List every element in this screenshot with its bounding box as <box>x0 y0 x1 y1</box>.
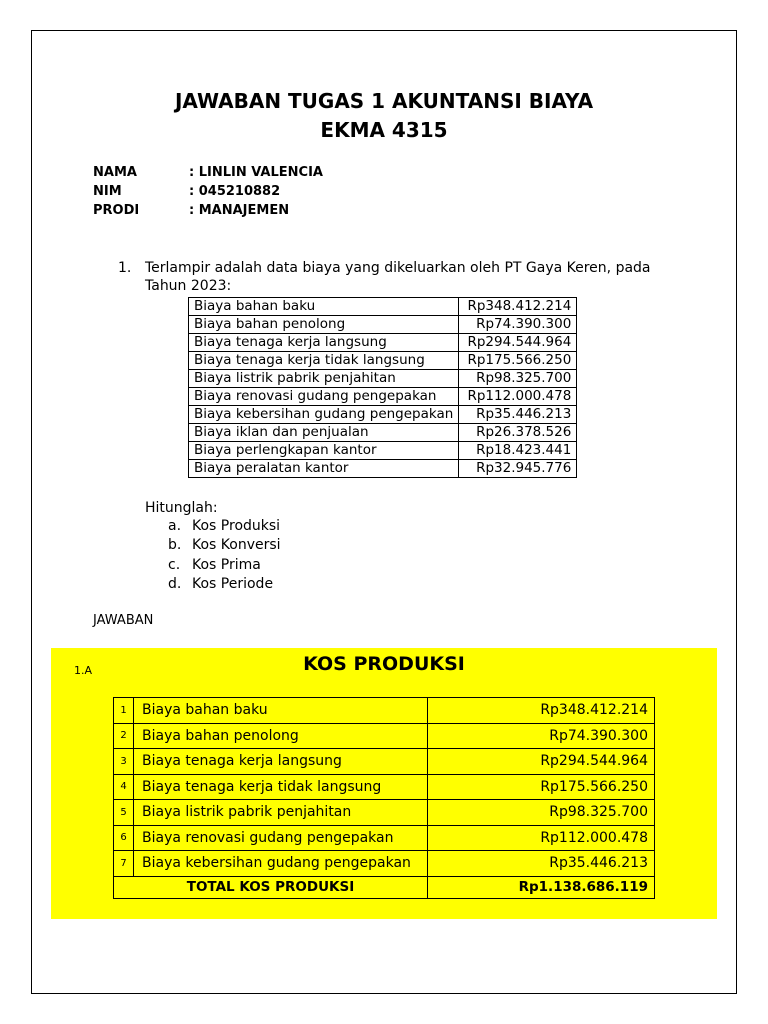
table-row <box>189 406 577 424</box>
nim-row <box>93 182 323 201</box>
cost-name: Biaya perlengkapan kantor <box>189 442 459 460</box>
list-item <box>168 556 281 575</box>
cost-amount: Rp98.325.700 <box>459 370 577 388</box>
row-number: 4 <box>114 774 134 800</box>
row-name: Biaya bahan penolong <box>134 723 428 749</box>
cost-amount: Rp35.446.213 <box>459 406 577 424</box>
kos-produksi-table <box>113 697 655 899</box>
nama-value: : LINLIN VALENCIA <box>189 165 323 180</box>
row-number: 6 <box>114 825 134 851</box>
cost-name: Biaya listrik pabrik penjahitan <box>189 370 459 388</box>
row-amount: Rp98.325.700 <box>428 800 655 826</box>
list-marker: d. <box>168 575 182 592</box>
list-marker: a. <box>168 518 182 534</box>
row-amount: Rp112.000.478 <box>428 825 655 851</box>
row-number: 5 <box>114 800 134 826</box>
table-row <box>114 723 655 749</box>
section-title: KOS PRODUKSI <box>303 653 465 675</box>
row-number: 7 <box>114 851 134 877</box>
total-amount: Rp1.138.686.119 <box>428 876 655 898</box>
cost-amount: Rp175.566.250 <box>459 352 577 370</box>
cost-name: Biaya iklan dan penjualan <box>189 424 459 442</box>
row-name: Biaya kebersihan gudang pengepakan <box>134 851 428 877</box>
row-amount: Rp348.412.214 <box>428 698 655 724</box>
row-name: Biaya tenaga kerja tidak langsung <box>134 774 428 800</box>
cost-amount: Rp18.423.441 <box>459 442 577 460</box>
prodi-value: : MANAJEMEN <box>189 203 290 218</box>
table-row <box>189 460 577 478</box>
list-text: Kos Periode <box>192 575 274 592</box>
row-number: 3 <box>114 749 134 775</box>
table-row <box>189 388 577 406</box>
list-text: Kos Prima <box>192 556 261 573</box>
list-text: Kos Konversi <box>192 537 281 554</box>
list-marker: c. <box>168 556 181 573</box>
table-row <box>189 442 577 460</box>
list-item <box>168 536 281 555</box>
total-label: TOTAL KOS PRODUKSI <box>114 876 428 898</box>
cost-amount: Rp112.000.478 <box>459 388 577 406</box>
list-marker: b. <box>168 537 182 554</box>
nim-label: NIM <box>93 184 122 199</box>
question-text: Terlampir adalah data biaya yang dikeluarkan oleh PT Gaya Keren, pada Tahun 2023: <box>145 260 651 294</box>
cost-name: Biaya tenaga kerja langsung <box>189 334 459 352</box>
table-row <box>189 370 577 388</box>
cost-amount: Rp74.390.300 <box>459 316 577 334</box>
row-amount: Rp175.566.250 <box>428 774 655 800</box>
row-amount: Rp294.544.964 <box>428 749 655 775</box>
list-item <box>168 575 281 594</box>
cost-amount: Rp294.544.964 <box>459 334 577 352</box>
nim-value: : 045210882 <box>189 184 281 199</box>
prodi-label: PRODI <box>93 203 140 218</box>
table-row <box>189 334 577 352</box>
table-row <box>189 316 577 334</box>
cost-amount: Rp348.412.214 <box>459 298 577 316</box>
row-amount: Rp74.390.300 <box>428 723 655 749</box>
cost-name: Biaya bahan penolong <box>189 316 459 334</box>
row-name: Biaya bahan baku <box>134 698 428 724</box>
cost-data-table <box>188 297 577 478</box>
cost-name: Biaya bahan baku <box>189 298 459 316</box>
nama-label: NAMA <box>93 165 137 180</box>
table-row <box>114 749 655 775</box>
row-name: Biaya renovasi gudang pengepakan <box>134 825 428 851</box>
task-list <box>168 517 281 594</box>
row-name: Biaya listrik pabrik penjahitan <box>134 800 428 826</box>
prodi-row <box>93 201 323 220</box>
row-name: Biaya tenaga kerja langsung <box>134 749 428 775</box>
table-row <box>189 352 577 370</box>
cost-amount: Rp32.945.776 <box>459 460 577 478</box>
total-row <box>114 876 655 898</box>
table-row <box>114 774 655 800</box>
question-number: 1. <box>118 260 132 276</box>
table-row <box>189 298 577 316</box>
row-number: 2 <box>114 723 134 749</box>
row-number: 1 <box>114 698 134 724</box>
hitunglah-label: Hitunglah: <box>145 500 218 516</box>
cost-amount: Rp26.378.526 <box>459 424 577 442</box>
jawaban-label: JAWABAN <box>93 613 154 628</box>
nama-row <box>93 163 323 182</box>
cost-name: Biaya tenaga kerja tidak langsung <box>189 352 459 370</box>
row-amount: Rp35.446.213 <box>428 851 655 877</box>
cost-name: Biaya renovasi gudang pengepakan <box>189 388 459 406</box>
table-row <box>114 800 655 826</box>
table-row <box>114 825 655 851</box>
cost-name: Biaya kebersihan gudang pengepakan <box>189 406 459 424</box>
table-row <box>189 424 577 442</box>
section-label: 1.A <box>74 664 93 677</box>
list-text: Kos Produksi <box>192 518 281 534</box>
list-item <box>168 517 281 536</box>
student-info <box>93 163 323 220</box>
page-title: JAWABAN TUGAS 1 AKUNTANSI BIAYA <box>174 89 594 113</box>
course-code: EKMA 4315 <box>320 118 448 142</box>
cost-name: Biaya peralatan kantor <box>189 460 459 478</box>
table-row <box>114 851 655 877</box>
table-row <box>114 698 655 724</box>
